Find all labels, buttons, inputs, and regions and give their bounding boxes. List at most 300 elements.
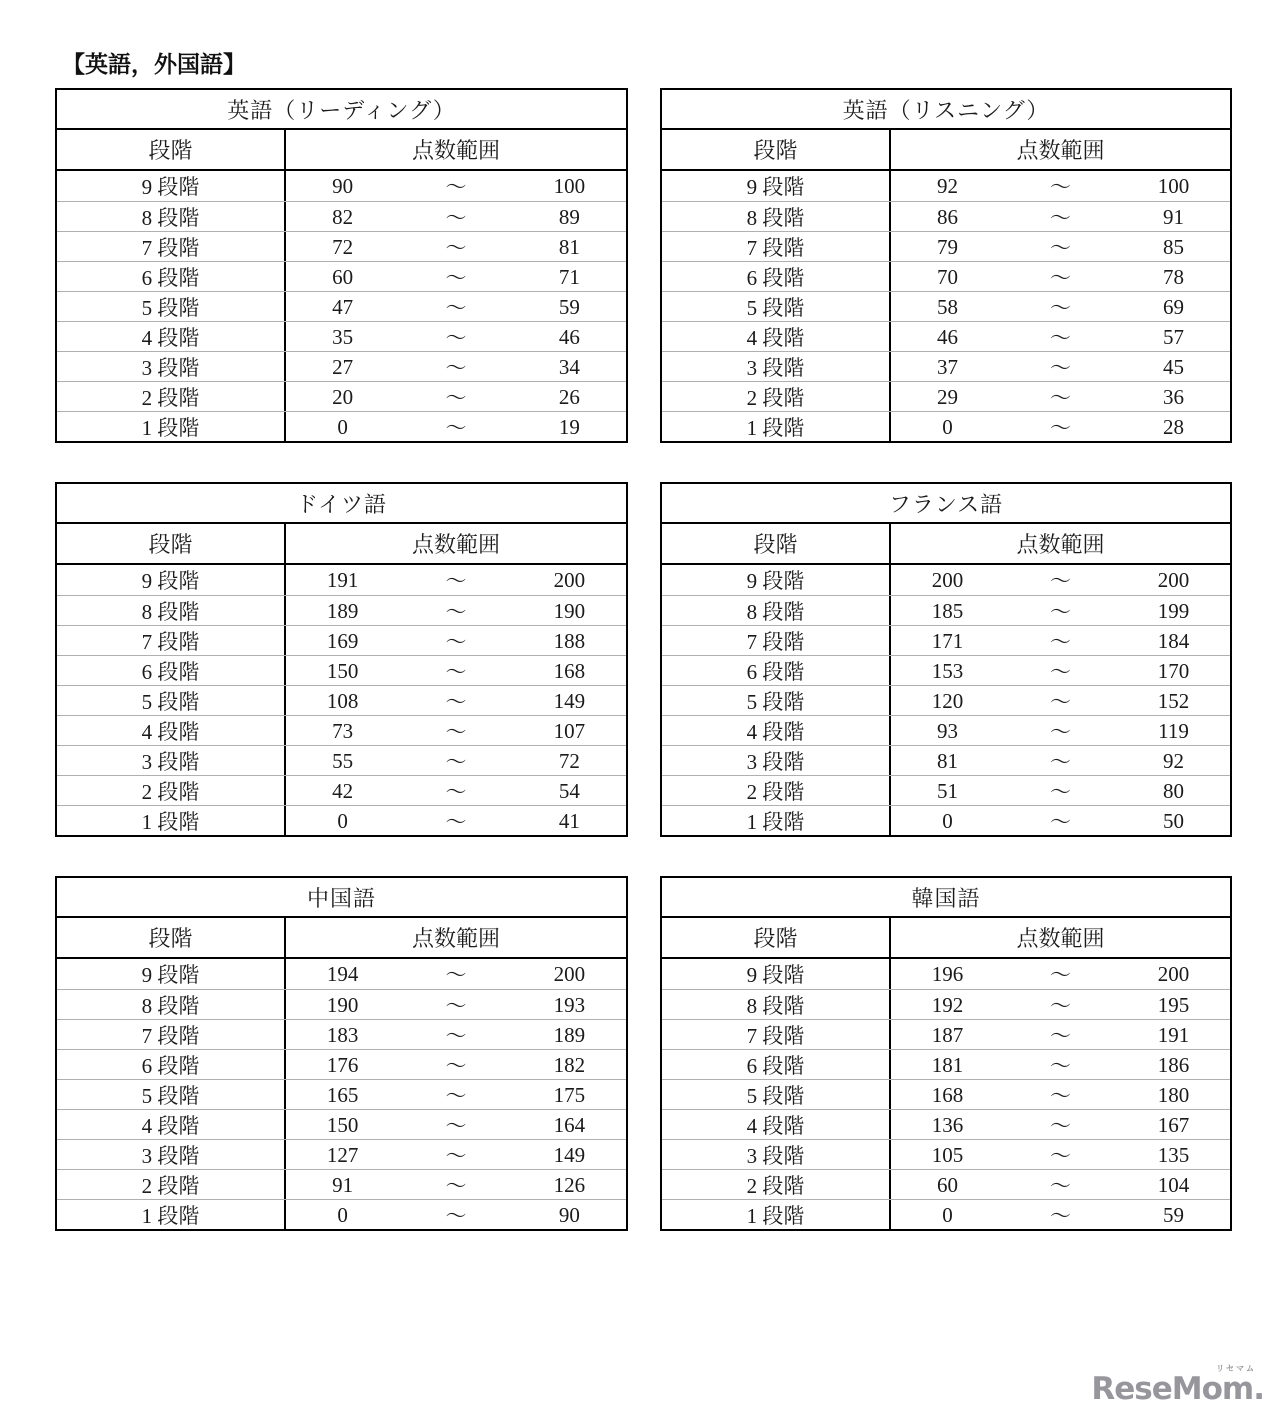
range-cell [891,171,1230,201]
table-row [57,1169,626,1199]
range-cell [286,990,626,1019]
level-cell: 2 段階 [662,776,891,805]
range-max-value: 54 [558,778,580,803]
level-column-header: 段階 [662,918,891,957]
range-min-value: 136 [931,1112,964,1137]
table-row [57,291,626,321]
range-max-value: 135 [1157,1142,1190,1167]
range-max-value: 190 [553,598,586,623]
range-cell [891,686,1230,715]
level-cell: 3 段階 [662,746,891,775]
range-min-value: 37 [937,354,958,379]
range-min-value: 150 [326,1112,359,1137]
watermark-logo-text: ReseMom. [1091,1371,1264,1407]
level-cell: 2 段階 [662,382,891,411]
table-row [662,685,1230,715]
range-max-value: 90 [558,1202,580,1227]
range-max-value: 71 [558,264,580,289]
section-title: 【英語，外国語】 [62,51,246,77]
table-row [662,715,1230,745]
range-max-value: 184 [1157,628,1190,653]
range-min-value: 181 [931,1052,964,1077]
range-max-value: 28 [1163,414,1184,439]
range-max-value: 167 [1157,1112,1190,1137]
tilde-separator: ～ [445,356,467,380]
range-min-value: 127 [326,1142,359,1167]
range-max-value: 104 [1157,1172,1190,1197]
range-cell [891,565,1230,595]
level-cell: 7 段階 [662,232,891,261]
tilde-separator: ～ [445,236,467,260]
table-row [662,1049,1230,1079]
resemom-watermark [1091,1363,1264,1407]
range-max-value: 85 [1163,234,1184,259]
range-max-value: 72 [558,748,580,773]
range-max-value: 180 [1157,1082,1190,1107]
tilde-separator: ～ [445,326,467,350]
range-max-value: 182 [553,1052,586,1077]
table-row [662,1109,1230,1139]
table-row [662,1199,1230,1229]
level-cell: 2 段階 [57,382,286,411]
table-row [662,959,1230,989]
range-min-value: 0 [337,1202,348,1227]
range-max-value: 200 [553,961,586,986]
range-cell [891,959,1230,989]
level-cell: 5 段階 [662,292,891,321]
range-max-value: 57 [1163,324,1184,349]
level-cell: 7 段階 [662,626,891,655]
level-cell: 3 段階 [57,352,286,381]
range-min-value: 35 [332,324,354,349]
range-cell [286,746,626,775]
tilde-separator: ～ [1050,720,1071,744]
tilde-separator: ～ [445,1204,467,1228]
range-min-value: 192 [931,992,964,1017]
table-body [662,171,1230,441]
table-header-row [662,524,1230,565]
tilde-separator: ～ [1050,175,1071,199]
range-min-value: 150 [326,658,359,683]
level-cell: 4 段階 [57,322,286,351]
table-row [662,1139,1230,1169]
table-title: 中国語 [57,878,626,918]
range-max-value: 199 [1157,598,1190,623]
range-cell [286,1080,626,1109]
level-cell: 6 段階 [57,262,286,291]
table-row [662,321,1230,351]
range-cell [891,1020,1230,1049]
tilde-separator: ～ [1050,386,1071,410]
level-cell: 4 段階 [662,1110,891,1139]
range-cell [891,1080,1230,1109]
range-max-value: 152 [1157,688,1190,713]
tilde-separator: ～ [445,720,467,744]
range-min-value: 20 [332,384,354,409]
table-row [662,805,1230,835]
table-row [57,1079,626,1109]
range-cell [891,202,1230,231]
range-min-value: 81 [937,748,958,773]
score-table [55,88,628,443]
table-row [662,201,1230,231]
range-min-value: 79 [937,234,958,259]
table-row [57,201,626,231]
level-cell: 1 段階 [662,806,891,835]
range-cell [286,626,626,655]
range-min-value: 72 [332,234,354,259]
level-cell: 9 段階 [57,959,286,989]
level-cell: 4 段階 [662,322,891,351]
level-cell: 7 段階 [57,232,286,261]
range-max-value: 189 [553,1022,586,1047]
range-min-value: 191 [326,567,359,592]
table-row [57,1139,626,1169]
tilde-separator: ～ [1050,1084,1071,1108]
level-cell: 3 段階 [662,1140,891,1169]
table-row [57,381,626,411]
level-cell: 4 段階 [57,716,286,745]
table-row [662,381,1230,411]
table-title: 韓国語 [662,878,1230,918]
table-row [57,351,626,381]
range-max-value: 78 [1163,264,1184,289]
tilde-separator: ～ [445,1084,467,1108]
tables-grid [55,88,1232,1231]
level-cell: 3 段階 [57,1140,286,1169]
range-max-value: 188 [553,628,586,653]
range-min-value: 0 [942,808,953,833]
table-row [57,805,626,835]
level-cell: 2 段階 [57,776,286,805]
level-cell: 1 段階 [57,1200,286,1229]
tilde-separator: ～ [445,750,467,774]
range-cell [891,596,1230,625]
table-row [662,1169,1230,1199]
range-cell [891,1110,1230,1139]
tilde-separator: ～ [445,1144,467,1168]
range-min-value: 46 [937,324,958,349]
range-max-value: 92 [1163,748,1184,773]
tilde-separator: ～ [445,600,467,624]
range-cell [891,352,1230,381]
level-cell: 8 段階 [662,596,891,625]
level-cell: 1 段階 [57,806,286,835]
range-max-value: 69 [1163,294,1184,319]
level-cell: 5 段階 [57,1080,286,1109]
level-column-header: 段階 [57,524,286,563]
range-max-value: 89 [558,204,580,229]
range-cell [286,806,626,835]
table-body [662,959,1230,1229]
range-max-value: 168 [553,658,586,683]
level-cell: 7 段階 [57,626,286,655]
tilde-separator: ～ [1050,994,1071,1018]
table-row [662,291,1230,321]
range-column-header: 点数範囲 [1016,532,1105,557]
tilde-separator: ～ [445,175,467,199]
table-row [662,655,1230,685]
range-max-value: 50 [1163,808,1184,833]
level-cell: 9 段階 [57,565,286,595]
range-min-value: 0 [337,808,348,833]
range-min-value: 185 [931,598,964,623]
range-min-value: 60 [937,1172,958,1197]
tilde-separator: ～ [1050,266,1071,290]
level-cell: 8 段階 [662,202,891,231]
tilde-separator: ～ [445,1054,467,1078]
range-cell [891,746,1230,775]
tilde-separator: ～ [1050,569,1071,593]
level-cell: 1 段階 [662,412,891,441]
range-cell [286,171,626,201]
table-row [662,171,1230,201]
range-max-value: 19 [558,414,580,439]
range-min-value: 29 [937,384,958,409]
level-cell: 8 段階 [57,202,286,231]
range-min-value: 47 [332,294,354,319]
range-max-value: 175 [553,1082,586,1107]
tilde-separator: ～ [1050,326,1071,350]
range-min-value: 60 [332,264,354,289]
range-cell [286,1140,626,1169]
range-max-value: 119 [1158,718,1189,743]
tilde-separator: ～ [445,963,467,987]
range-max-value: 149 [553,688,586,713]
table-row [57,655,626,685]
table-row [57,411,626,441]
range-max-value: 191 [1157,1022,1190,1047]
table-row [662,1019,1230,1049]
range-cell [891,1050,1230,1079]
table-row [662,989,1230,1019]
level-cell: 5 段階 [57,292,286,321]
level-cell: 5 段階 [57,686,286,715]
level-column-header: 段階 [662,524,891,563]
level-cell: 7 段階 [662,1020,891,1049]
tilde-separator: ～ [1050,236,1071,260]
table-row [57,1109,626,1139]
level-cell: 8 段階 [57,596,286,625]
range-max-value: 126 [553,1172,586,1197]
table-body [57,565,626,835]
range-min-value: 153 [931,658,964,683]
range-min-value: 169 [326,628,359,653]
range-cell [286,322,626,351]
score-table [660,88,1232,443]
range-max-value: 26 [558,384,580,409]
range-max-value: 59 [1163,1202,1184,1227]
range-max-value: 46 [558,324,580,349]
level-column-header: 段階 [57,130,286,169]
range-min-value: 0 [942,1202,953,1227]
range-min-value: 70 [937,264,958,289]
range-min-value: 108 [326,688,359,713]
range-min-value: 0 [942,414,953,439]
tilde-separator: ～ [1050,660,1071,684]
range-max-value: 34 [558,354,580,379]
tilde-separator: ～ [445,1114,467,1138]
tilde-separator: ～ [1050,1054,1071,1078]
range-max-value: 100 [553,173,586,198]
tilde-separator: ～ [1050,600,1071,624]
table-row [662,745,1230,775]
tilde-separator: ～ [445,206,467,230]
range-cell [286,686,626,715]
range-min-value: 91 [332,1172,354,1197]
level-cell: 6 段階 [57,1050,286,1079]
range-cell [286,1110,626,1139]
tilde-separator: ～ [1050,356,1071,380]
tilde-separator: ～ [445,296,467,320]
tilde-separator: ～ [445,994,467,1018]
range-min-value: 196 [931,961,964,986]
range-cell [286,776,626,805]
level-cell: 3 段階 [57,746,286,775]
range-column-header: 点数範囲 [411,926,500,951]
tilde-separator: ～ [445,1174,467,1198]
range-min-value: 190 [326,992,359,1017]
range-max-value: 45 [1163,354,1184,379]
tilde-separator: ～ [1050,1204,1071,1228]
tilde-separator: ～ [1050,416,1071,440]
range-min-value: 194 [326,961,359,986]
tilde-separator: ～ [1050,1144,1071,1168]
tilde-separator: ～ [1050,810,1071,834]
tilde-separator: ～ [1050,1114,1071,1138]
range-min-value: 105 [931,1142,964,1167]
range-cell [891,626,1230,655]
range-cell [891,656,1230,685]
range-min-value: 187 [931,1022,964,1047]
range-max-value: 186 [1157,1052,1190,1077]
table-header-row [57,524,626,565]
range-max-value: 200 [1157,961,1190,986]
level-cell: 6 段階 [662,656,891,685]
table-row [662,1079,1230,1109]
tilde-separator: ～ [1050,630,1071,654]
range-min-value: 82 [332,204,354,229]
range-min-value: 200 [931,567,964,592]
range-cell [286,232,626,261]
table-row [57,595,626,625]
tilde-separator: ～ [445,266,467,290]
range-cell [286,1200,626,1229]
tilde-separator: ～ [445,569,467,593]
tilde-separator: ～ [1050,1024,1071,1048]
range-max-value: 80 [1163,778,1184,803]
table-title: 英語（リーディング） [57,90,626,130]
tilde-separator: ～ [445,630,467,654]
range-min-value: 42 [332,778,354,803]
range-cell [286,716,626,745]
range-cell [286,1170,626,1199]
range-cell [891,262,1230,291]
level-cell: 9 段階 [662,565,891,595]
range-column-header: 点数範囲 [1016,926,1105,951]
table-body [57,171,626,441]
range-column-header: 点数範囲 [411,532,500,557]
table-header-row [57,130,626,171]
tilde-separator: ～ [445,780,467,804]
level-cell: 9 段階 [57,171,286,201]
table-title: フランス語 [662,484,1230,524]
level-cell: 6 段階 [57,656,286,685]
table-row [57,959,626,989]
range-min-value: 73 [332,718,354,743]
score-table [660,876,1232,1231]
range-min-value: 165 [326,1082,359,1107]
tilde-separator: ～ [1050,1174,1071,1198]
range-min-value: 176 [326,1052,359,1077]
table-row [662,775,1230,805]
range-cell [891,1170,1230,1199]
level-cell: 4 段階 [662,716,891,745]
range-column-header: 点数範囲 [1016,138,1105,163]
tilde-separator: ～ [1050,780,1071,804]
table-row [662,625,1230,655]
range-cell [286,1020,626,1049]
table-row [662,411,1230,441]
range-max-value: 81 [558,234,580,259]
table-body [57,959,626,1229]
range-cell [891,232,1230,261]
tilde-separator: ～ [1050,296,1071,320]
range-cell [286,382,626,411]
table-row [57,1049,626,1079]
range-min-value: 55 [332,748,354,773]
table-row [57,685,626,715]
range-min-value: 51 [937,778,958,803]
table-row [57,745,626,775]
range-max-value: 149 [553,1142,586,1167]
range-min-value: 120 [931,688,964,713]
range-cell [891,1140,1230,1169]
level-column-header: 段階 [57,918,286,957]
tilde-separator: ～ [445,386,467,410]
tilde-separator: ～ [445,1024,467,1048]
level-cell: 9 段階 [662,171,891,201]
range-max-value: 200 [553,567,586,592]
range-cell [286,1050,626,1079]
range-max-value: 193 [553,992,586,1017]
range-min-value: 92 [937,173,958,198]
range-cell [891,806,1230,835]
range-min-value: 0 [337,414,348,439]
range-min-value: 183 [326,1022,359,1047]
level-cell: 5 段階 [662,686,891,715]
table-header-row [57,918,626,959]
tilde-separator: ～ [445,660,467,684]
range-max-value: 164 [553,1112,586,1137]
watermark-ruby-label: リセマム [1216,1364,1256,1373]
range-min-value: 58 [937,294,958,319]
level-cell: 6 段階 [662,262,891,291]
level-cell: 2 段階 [662,1170,891,1199]
table-title: 英語（リスニング） [662,90,1230,130]
table-row [57,1019,626,1049]
table-row [662,261,1230,291]
table-row [662,351,1230,381]
table-row [662,565,1230,595]
table-row [57,775,626,805]
range-max-value: 200 [1157,567,1190,592]
range-cell [891,716,1230,745]
level-cell: 9 段階 [662,959,891,989]
range-cell [286,262,626,291]
level-cell: 5 段階 [662,1080,891,1109]
table-row [57,715,626,745]
